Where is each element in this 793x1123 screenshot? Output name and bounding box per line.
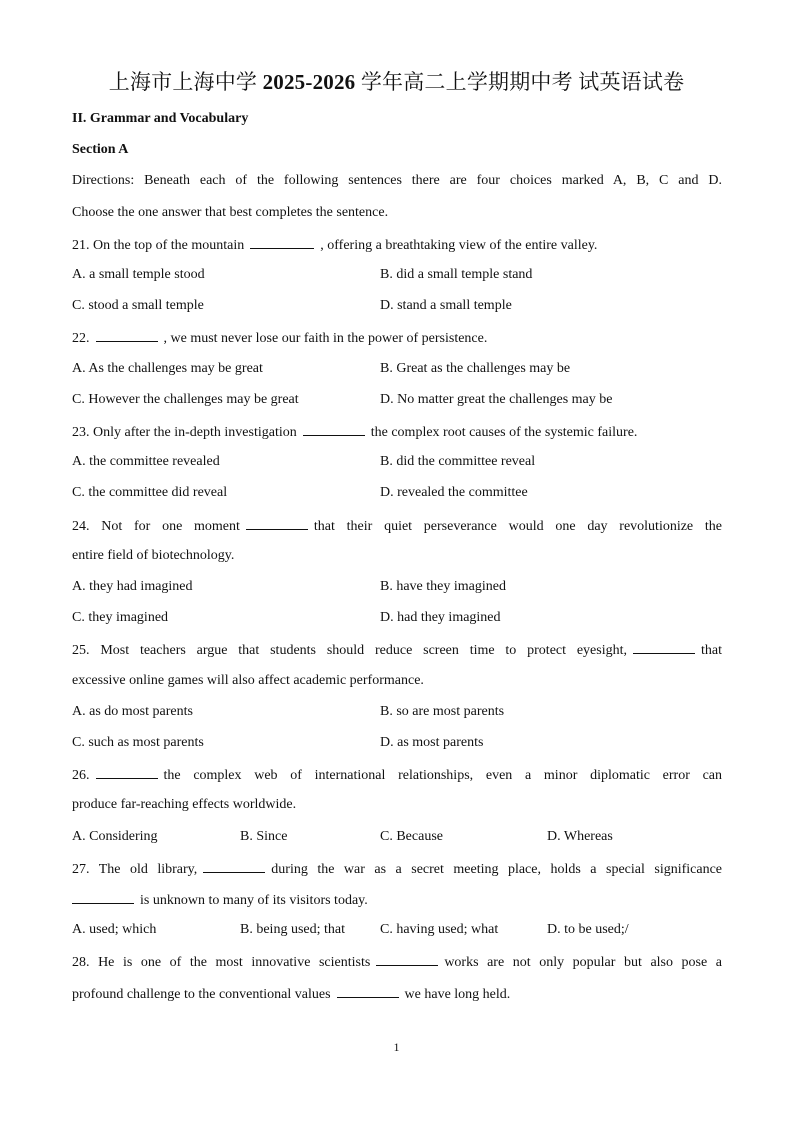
title-years: 2025-2026 — [262, 70, 356, 94]
question-23 — [72, 421, 722, 443]
q24-option-a: A. they had imagined — [72, 579, 193, 594]
question-24 — [72, 515, 722, 537]
q25-option-b: B. so are most parents — [380, 704, 505, 719]
question-22-text-a: 22. — [72, 331, 90, 346]
question-21-text-a: 21. On the top of the mountain — [72, 238, 245, 253]
page-number: 1 — [393, 1040, 400, 1054]
q25-option-d: D. as most parents — [380, 735, 484, 750]
q24-option-c: C. they imagined — [72, 610, 169, 625]
q23-option-d: D. revealed the committee — [380, 485, 528, 500]
q25-option-a: A. as do most parents — [72, 704, 193, 719]
answer-blank — [250, 234, 314, 249]
q26-option-c: C. Because — [380, 829, 443, 844]
q27-option-b: B. being used; that — [240, 922, 345, 937]
q23-option-a: A. the committee revealed — [72, 454, 220, 469]
question-22 — [72, 327, 722, 349]
question-26-text-b: the complex web of international relationships, even a minor diplomatic error can — [163, 768, 722, 783]
question-28-text-a: 28. He is one of the most innovative scientists — [72, 955, 371, 970]
question-28-line-2-text-a: profound challenge to the conventional values — [72, 987, 331, 1002]
directions-line-2: Choose the one answer that best completes the sentence. — [72, 205, 389, 220]
q22-option-d: D. No matter great the challenges may be — [380, 392, 613, 407]
title-prefix: 上海市上海中学 — [108, 70, 263, 94]
question-27-line-2 — [72, 889, 722, 911]
question-27-line-2-text: is unknown to many of its visitors today. — [140, 893, 368, 908]
question-26-line-2: produce far-reaching effects worldwide. — [72, 797, 297, 812]
question-24-text-b: that their quiet perseverance would one day revolutionize the — [313, 519, 723, 534]
question-25-text-b: that — [701, 643, 722, 658]
q23-option-b: B. did the committee reveal — [380, 454, 536, 469]
question-22-text-b: , we must never lose our faith in the power of persistence. — [163, 331, 488, 346]
q21-option-d: D. stand a small temple — [380, 298, 512, 313]
answer-blank — [633, 639, 695, 654]
question-23-text-a: 23. Only after the in-depth investigation — [72, 425, 297, 440]
q22-option-a: A. As the challenges may be great — [72, 361, 263, 376]
q26-option-a: A. Considering — [72, 829, 158, 844]
title-suffix: 学年高二上学期期中考 试英语试卷 — [355, 70, 685, 94]
question-25-line-2: excessive online games will also affect academic performance. — [72, 673, 424, 688]
question-27-text-b: during the war as a secret meeting place, holds a special significance — [271, 862, 723, 877]
question-27-text-a: 27. The old library, — [72, 862, 198, 877]
q24-option-d: D. had they imagined — [380, 610, 501, 625]
question-28-line-2-text-b: we have long held. — [404, 987, 511, 1002]
question-26 — [72, 764, 722, 786]
answer-blank — [246, 515, 308, 530]
answer-blank — [376, 951, 438, 966]
section-heading: II. Grammar and Vocabulary — [72, 111, 249, 126]
q24-option-b: B. have they imagined — [380, 579, 506, 594]
q23-option-c: C. the committee did reveal — [72, 485, 228, 500]
q22-option-b: B. Great as the challenges may be — [380, 361, 571, 376]
q27-option-c: C. having used; what — [380, 922, 499, 937]
answer-blank — [337, 983, 399, 998]
answer-blank — [203, 858, 265, 873]
question-28 — [72, 951, 722, 973]
question-21 — [72, 234, 722, 256]
answer-blank — [303, 421, 365, 436]
question-27 — [72, 858, 722, 880]
question-24-text-a: 24. Not for one moment — [72, 519, 240, 534]
q21-option-a: A. a small temple stood — [72, 267, 205, 282]
question-21-text-b: , offering a breathtaking view of the entire valley. — [320, 238, 598, 253]
directions-line-1: Directions: Beneath each of the following sentences there are four choices marked A, B, C and D. — [72, 173, 722, 188]
question-26-text-a: 26. — [72, 768, 90, 783]
question-23-text-b: the complex root causes of the systemic failure. — [370, 425, 638, 440]
q27-option-d: D. to be used;/ — [547, 922, 629, 937]
question-28-line-2 — [72, 983, 722, 1005]
question-25-text-a: 25. Most teachers argue that students should reduce screen time to protect eyesight, — [72, 643, 627, 658]
q27-option-a: A. used; which — [72, 922, 157, 937]
q21-option-b: B. did a small temple stand — [380, 267, 533, 282]
subsection-heading: Section A — [72, 142, 129, 157]
question-25 — [72, 639, 722, 661]
q21-option-c: C. stood a small temple — [72, 298, 204, 313]
answer-blank — [72, 889, 134, 904]
question-24-line-2: entire field of biotechnology. — [72, 548, 235, 563]
question-28-text-b: works are not only popular but also pose a — [444, 955, 722, 970]
answer-blank — [96, 764, 158, 779]
q25-option-c: C. such as most parents — [72, 735, 204, 750]
q26-option-d: D. Whereas — [547, 829, 613, 844]
q26-option-b: B. Since — [240, 829, 288, 844]
page-title — [0, 68, 793, 96]
q22-option-c: C. However the challenges may be great — [72, 392, 299, 407]
answer-blank — [96, 327, 158, 342]
